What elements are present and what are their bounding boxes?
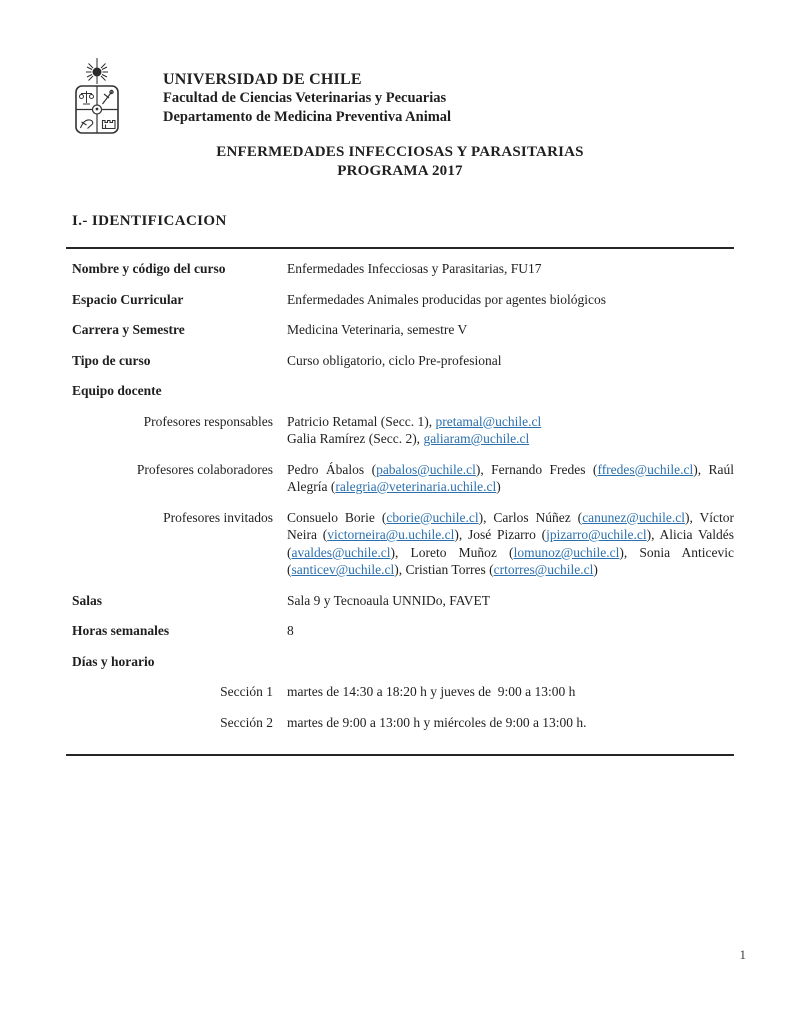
- email-link[interactable]: crtorres@uchile.cl: [493, 562, 594, 577]
- university-name: UNIVERSIDAD DE CHILE: [163, 71, 362, 88]
- value-paragraph: Patricio Retamal (Secc. 1), pretamal@uchile.cl: [287, 413, 542, 429]
- row-label: Equipo docente: [72, 383, 162, 398]
- row-value: [287, 592, 734, 610]
- email-link[interactable]: victorneira@u.uchile.cl: [327, 527, 455, 542]
- row-value: [287, 509, 734, 579]
- email-link[interactable]: avaldes@uchile.cl: [291, 544, 391, 560]
- row-label: Días y horario: [72, 653, 155, 669]
- row-value: [287, 622, 734, 640]
- condor-icon: [81, 120, 93, 129]
- row-value: [287, 461, 734, 496]
- staff-icon: [103, 90, 114, 104]
- section-heading: I.- IDENTIFICACION: [72, 213, 227, 229]
- page-number: 1: [739, 947, 746, 962]
- email-link[interactable]: galiaram@uchile.cl: [423, 431, 530, 446]
- row-label: Espacio Curricular: [72, 291, 184, 307]
- table-row: [66, 352, 734, 370]
- table-row: [66, 260, 734, 278]
- row-sublabel: Sección 1: [220, 684, 273, 699]
- email-link[interactable]: santicev@uchile.cl: [291, 562, 395, 577]
- row-value: [287, 321, 734, 339]
- table-row: [66, 461, 734, 496]
- table-row: [66, 714, 734, 732]
- table-row: [66, 509, 734, 579]
- document-title: [0, 143, 800, 181]
- value-paragraph: Pedro Ábalos (pabalos@uchile.cl), Fernando Fredes (ffredes@uchile.cl), Raúl Alegría (ralegria@veterinaria.uchile.cl): [287, 461, 734, 494]
- castle-icon: [103, 121, 116, 129]
- value-paragraph: Medicina Veterinaria, semestre V: [287, 322, 468, 337]
- email-link[interactable]: lomunoz@uchile.cl: [513, 544, 620, 560]
- row-sublabel: Profesores invitados: [163, 509, 273, 525]
- email-link[interactable]: pabalos@uchile.cl: [376, 461, 476, 477]
- universidad-de-chile-logo: [66, 58, 128, 138]
- table-row: [66, 291, 734, 309]
- email-link[interactable]: ralegria@veterinaria.uchile.cl: [335, 479, 497, 494]
- email-link[interactable]: pretamal@uchile.cl: [435, 413, 542, 429]
- row-sublabel: Profesores responsables: [143, 413, 273, 429]
- email-link[interactable]: jpizarro@uchile.cl: [546, 527, 647, 542]
- row-label: Nombre y código del curso: [72, 261, 226, 276]
- row-value: [287, 683, 734, 701]
- table-row: [66, 413, 734, 448]
- row-label: Salas: [72, 592, 103, 608]
- starburst-icon: [86, 58, 108, 84]
- value-paragraph: Sala 9 y Tecnoaula UNNIDo, FAVET: [287, 592, 491, 608]
- value-paragraph: Consuelo Borie (cborie@uchile.cl), Carlos Núñez (canunez@uchile.cl), Víctor Neira (victorneira@u.uchile.cl), José Pizarro (jpizarro@uchile.cl), Alicia Valdés (avaldes@uchile.cl), Loreto Muñoz (lomunoz@uchile.cl), Sonia Anticevic (santicev@uchile.cl), Cristian Torres (crtorres@uchile.cl): [287, 509, 734, 577]
- row-value: [287, 413, 734, 448]
- table-row: [66, 592, 734, 610]
- row-sublabel: Profesores colaboradores: [136, 461, 273, 477]
- row-label: Tipo de curso: [72, 352, 151, 368]
- value-paragraph: Enfermedades Animales producidas por agentes biológicos: [287, 291, 607, 307]
- value-paragraph: 8: [287, 623, 294, 638]
- letterhead: [163, 70, 451, 126]
- row-sublabel: Sección 2: [220, 714, 273, 730]
- table-row: [66, 321, 734, 339]
- row-label: Horas semanales: [72, 623, 170, 638]
- value-paragraph: martes de 9:00 a 13:00 h y miércoles de 9:00 a 13:00 h.: [287, 714, 587, 730]
- value-paragraph: Curso obligatorio, ciclo Pre-profesional: [287, 352, 502, 368]
- faculty-name: Facultad de Ciencias Veterinarias y Pecuarias: [163, 90, 447, 106]
- table-row: [66, 653, 734, 671]
- value-paragraph: Enfermedades Infecciosas y Parasitarias, FU17: [287, 261, 542, 276]
- course-title: ENFERMEDADES INFECCIOSAS Y PARASITARIAS: [216, 144, 584, 160]
- row-value: [287, 260, 734, 278]
- row-value: [287, 352, 734, 370]
- value-paragraph: martes de 14:30 a 18:20 h y jueves de 9:00 a 13:00 h: [287, 684, 576, 699]
- row-label: Carrera y Semestre: [72, 322, 185, 337]
- email-link[interactable]: ffredes@uchile.cl: [597, 461, 694, 477]
- scales-icon: [80, 91, 94, 104]
- identification-table: [66, 247, 734, 756]
- row-value: [287, 714, 734, 732]
- program-year: PROGRAMA 2017: [337, 163, 463, 179]
- table-row: [66, 683, 734, 701]
- row-value: [287, 291, 734, 309]
- department-name: Departamento de Medicina Preventiva Animal: [163, 108, 452, 125]
- row-value: [287, 653, 734, 671]
- email-link[interactable]: cborie@uchile.cl: [386, 509, 479, 525]
- row-value: [287, 382, 734, 400]
- value-paragraph: Galia Ramírez (Secc. 2), galiaram@uchile.cl: [287, 431, 530, 446]
- table-row: [66, 382, 734, 400]
- shield-icon: [76, 86, 118, 133]
- table-row: [66, 622, 734, 640]
- email-link[interactable]: canunez@uchile.cl: [582, 509, 685, 525]
